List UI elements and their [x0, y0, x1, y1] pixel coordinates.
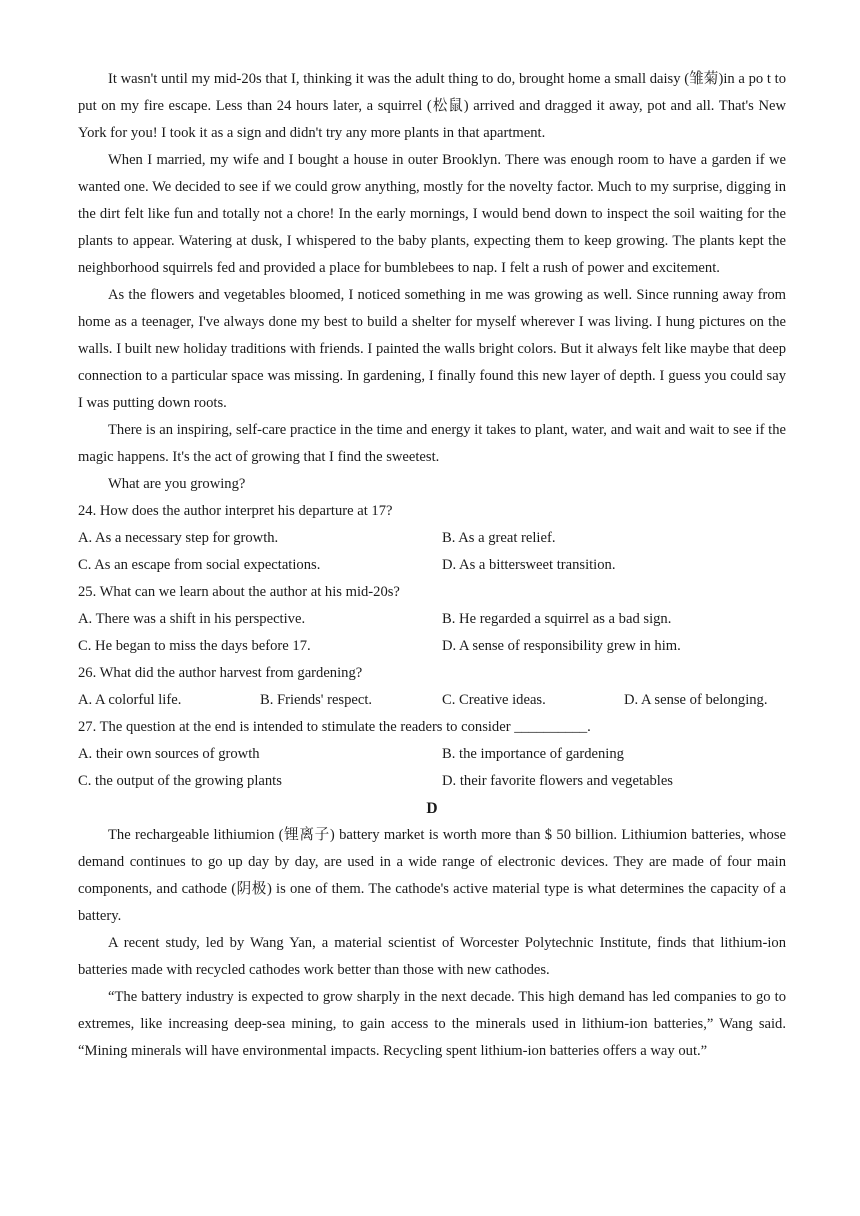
answer-options [78, 741, 786, 795]
answer-options [78, 606, 786, 660]
option-a: A. As a necessary step for growth. [78, 530, 279, 546]
option-b: B. Friends' respect. [260, 692, 373, 708]
question-24 [78, 498, 786, 579]
passage-paragraph-brooklyn-garden: When I married, my wife and I bought a house in outer Brooklyn. There was enough room to have a garden if we wanted one. We decided to see if we could grow anything, mostly for the novelty factor. Much to my surprise, digging in the dirt felt like fun and totally not a chore! In the early mornings, I would bend down to inspect the soil waiting for the plants to appear. Watering at dusk, I whispered to the baby plants, expecting them to keep growing. The plants kept the neighborhood squirrels fed and provided a place for bumblebees to nap. I felt a rush of power and excitement. [78, 152, 786, 276]
option-d: D. As a bittersweet transition. [442, 557, 616, 573]
question-stem: 24. How does the author interpret his departure at 17? [78, 503, 393, 519]
option-c: C. He began to miss the days before 17. [78, 638, 311, 654]
section-d-paragraph-market: The rechargeable lithiumion (锂离子) battery market is worth more than $ 50 billion. Lithiumion batteries, whose demand continues to go up day by day, are used in a wide range of electronic devices. They are made of four main components, and cathode (阴极) is one of them. The cathode's active material type is what determines the capacity of a battery. [78, 827, 786, 924]
option-c: C. As an escape from social expectations. [78, 557, 321, 573]
question-stem: 27. The question at the end is intended to stimulate the readers to consider __________. [78, 719, 591, 735]
option-a: A. There was a shift in his perspective. [78, 611, 306, 627]
passage-paragraph-putting-down-roots: As the flowers and vegetables bloomed, I noticed something in me was growing as well. Since running away from home as a teenager, I've always done my best to build a shelter for myself wherever I was living. I hung pictures on the walls. I built new holiday traditions with friends. I painted the walls bright colors. But it always felt like maybe that deep connection to a particular space was missing. In gardening, I finally found this new layer of depth. I guess you could say I was putting down roots. [78, 287, 786, 411]
question-25 [78, 579, 786, 660]
question-stem: 26. What did the author harvest from gardening? [78, 665, 363, 681]
option-a: A. A colorful life. [78, 692, 182, 708]
answer-options [78, 687, 786, 714]
question-27 [78, 714, 786, 795]
passage-paragraph-daisy: It wasn't until my mid-20s that I, thinking it was the adult thing to do, brought home a small daisy (雏菊)in a po t to put on my fire escape. Less than 24 hours later, a squirrel (松鼠) arrived and dragged it away, pot and all. That's New York for you! I took it as a sign and didn't try any more plants in that apartment. [78, 71, 786, 141]
option-d: D. A sense of responsibility grew in him. [442, 638, 681, 654]
option-c: C. Creative ideas. [442, 692, 546, 708]
section-d-paragraph-quote: “The battery industry is expected to grow sharply in the next decade. This high demand has led companies to go to extremes, like increasing deep-sea mining, to gain access to the minerals used in lithium-ion batteries,” Wang said. “Mining minerals will have environmental impacts. Recycling spent lithium-ion batteries offers a way out.” [78, 989, 786, 1059]
question-stem: 25. What can we learn about the author at his mid-20s? [78, 584, 400, 600]
answer-options [78, 525, 786, 579]
document-page [78, 66, 786, 1065]
option-b: B. the importance of gardening [442, 746, 624, 762]
option-d: D. A sense of belonging. [624, 692, 768, 708]
question-26 [78, 660, 786, 714]
option-b: B. As a great relief. [442, 530, 556, 546]
option-d: D. their favorite flowers and vegetables [442, 773, 673, 789]
section-heading-d: D [426, 800, 438, 817]
passage-closing-question: What are you growing? [108, 476, 246, 492]
option-b: B. He regarded a squirrel as a bad sign. [442, 611, 672, 627]
passage-paragraph-self-care: There is an inspiring, self-care practice in the time and energy it takes to plant, water, and wait and wait to see if the magic happens. It's the act of growing that I find the sweetest. [78, 422, 786, 465]
section-d-paragraph-study: A recent study, led by Wang Yan, a material scientist of Worcester Polytechnic Institute, finds that lithium-ion batteries made with recycled cathodes work better than those with new cathodes. [78, 935, 786, 978]
option-a: A. their own sources of growth [78, 746, 260, 762]
option-c: C. the output of the growing plants [78, 773, 282, 789]
